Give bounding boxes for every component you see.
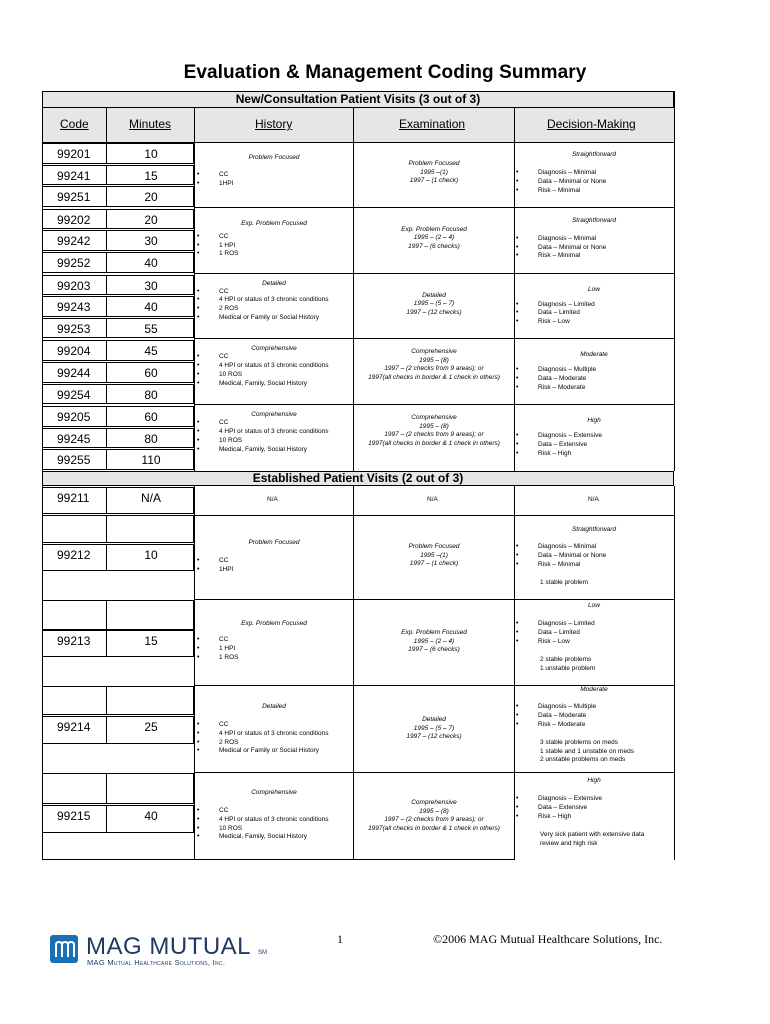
bullet-item: • CC [197,288,328,297]
code-value: 99204 [57,344,91,359]
mdm-items [516,235,606,261]
minutes-value: 45 [144,344,158,359]
logo-wordmark: MAG MUTUAL [86,933,252,960]
code-value: 99253 [57,321,91,336]
grid-line [106,107,107,142]
minutes-value: 10 [144,147,158,161]
bullet-item: • 4 HPI or status of 3 chronic conditions [197,816,328,825]
grid-line [194,486,195,860]
code-value: 99254 [57,387,91,402]
code-cell [42,805,194,833]
bullet-item: • Data – Extensive [516,441,602,450]
section-new-patient: New/Consultation Patient Visits (3 out of 3) [42,91,674,108]
grid-line [194,772,674,773]
grid-line [674,91,675,471]
bullet-item: • Medical, Family, Social History [197,833,328,842]
mdm-level: Moderate [580,351,608,359]
minutes-value: 40 [144,809,158,823]
history-items [197,353,328,388]
code-value: 99241 [57,168,91,183]
bullet-item: • 4 HPI or status of 3 chronic conditions [197,296,328,305]
code-cell [42,143,194,164]
grid-line [194,599,674,600]
logo-subtitle: MAG Mutual Healthcare Solutions, Inc. [87,958,226,967]
group-divider [194,404,674,405]
mdm-notes: Very sick patient with extensive data review and high risk [540,831,645,847]
code-cell [42,362,194,383]
page-title: Evaluation & Management Coding Summary [183,62,587,83]
mdm-items [516,169,606,195]
bullet-item: • Diagnosis – Minimal [516,169,606,178]
grid-line [194,515,674,516]
code-cell [42,384,194,405]
bullet-item: • 4 HPI or status of 3 chronic conditions [197,428,328,437]
bullet-item: • 10 ROS [197,437,328,446]
mdm-items [516,703,596,729]
bullet-item: • Risk – Minimal [516,187,606,196]
mdm-level: Straightforward [571,151,617,158]
column-header-row [42,107,674,142]
mdm-level: High [587,777,601,784]
exam-level: Comprehensive 1995 – (8) 1997 – (2 checks from 9 areas); or 1997(all checks in border & 1 check in others) [368,799,500,832]
mdm-items [516,543,606,569]
bullet-item: • CC [197,353,328,362]
minutes-value: 60 [144,366,158,380]
history-level: Problem Focused [248,154,300,161]
mdm-level: Straightforward [571,526,617,533]
copyright: ©2006 MAG Mutual Healthcare Solutions, Inc. [433,932,663,946]
history-level: Detailed [262,703,286,710]
mdm-level: Straightforward [571,216,617,224]
code-value: 99202 [57,212,91,227]
bullet-item: • Data – Minimal or None [516,552,606,561]
code-cell [42,296,194,317]
minutes-value: 15 [144,168,158,183]
code-cell [42,165,194,186]
exam-level: Problem Focused 1995 –(1) 1997 – (1 check) [408,543,460,567]
mag-mutual-logo [50,933,267,969]
code-value: 99211 [57,491,90,505]
bullet-item: • Data – Moderate [516,375,596,384]
minutes-value: 25 [144,720,158,734]
mdm-level: High [587,417,601,425]
grid-line [42,107,674,108]
code-value: 99255 [57,453,91,468]
exam-level: Exp. Problem Focused 1995 – (2 – 4) 1997 – (6 checks) [401,225,467,250]
mdm-items [516,432,602,458]
exam-level: Problem Focused 1995 –(1) 1997 – (1 check) [408,160,460,184]
mdm-notes: 1 stable problem [540,579,589,586]
bullet-item: • Diagnosis – Minimal [516,235,606,244]
header-decision-making: Decision-Making [547,117,636,131]
mdm-notes: 3 stable problems on meds 1 stable and 1 unstable on meds 2 unstable problems on meds [540,739,634,764]
code-cell [42,406,194,427]
history-items [197,636,239,662]
history-level: Comprehensive [251,411,297,419]
history-level: Problem Focused [248,539,300,546]
code-divider [106,601,107,629]
mdm-items [516,795,602,821]
history-level: Comprehensive [251,789,297,796]
history-na: N/A [267,496,278,503]
code-cell [42,275,194,296]
minutes-value: 20 [144,190,158,205]
bullet-item: • CC [197,636,239,645]
minutes-value: 40 [144,300,158,315]
blank-code-cell [42,773,194,804]
history-items [197,171,233,189]
minutes-value: 60 [144,410,158,425]
mdm-items [516,301,595,327]
code-value: 99251 [57,190,91,205]
minutes-value: N/A [140,491,161,505]
bullet-item: • Data – Minimal or None [516,178,606,187]
minutes-value: 30 [144,278,158,293]
code-value: 99244 [57,366,91,380]
mdm-notes: 2 stable problems 1 unstable problem [540,656,596,672]
history-level: Detailed [262,279,286,287]
bullet-item: • 2 ROS [197,305,328,314]
blank-code-cell [42,686,194,715]
group-divider [194,338,674,339]
page-number: 1 [337,932,343,946]
history-items [197,233,239,259]
code-value: 99201 [57,147,91,161]
bullet-item: • Risk – Moderate [516,721,596,730]
logo-sm: SM [258,950,267,956]
header-code: Code [60,117,89,131]
history-level: Comprehensive [251,345,297,353]
header-examination: Examination [399,117,466,131]
code-cell [42,428,194,449]
exam-level: Exp. Problem Focused 1995 – (2 – 4) 1997 – (6 checks) [401,629,467,653]
section-established-patient: Established Patient Visits (2 out of 3) [42,471,674,486]
code-value: 99214 [57,720,91,734]
bullet-item: • Risk – High [516,813,602,822]
history-level: Exp. Problem Focused [241,620,307,627]
bullet-item: • Data – Minimal or None [516,244,606,253]
bullet-item: • Diagnosis – Minimal [516,543,606,552]
exam-level: Comprehensive 1995 – (8) 1997 – (2 checks from 9 areas); or 1997(all checks in border & 1 check in others) [368,414,500,447]
group-divider [194,273,674,274]
bullet-item: • Diagnosis – Extensive [516,432,602,441]
bullet-item: • Data – Extensive [516,804,602,813]
code-cell [42,630,194,657]
minutes-value: 20 [144,212,158,227]
history-items [197,807,328,842]
code-divider [106,774,107,803]
bullet-item: • 2 ROS [197,739,328,748]
blank-code-cell [42,600,194,630]
bullet-item: • CC [197,419,328,428]
bullet-item: • Risk – Minimal [516,561,606,570]
code-value: 99245 [57,431,91,446]
grid-line [514,486,515,860]
code-value: 99203 [57,278,91,293]
bullet-item: • 1HPI [197,566,233,575]
bullet-item: • Diagnosis – Multiple [516,366,596,375]
code-cell [42,544,194,571]
mdm-items [516,620,595,646]
code-cell [42,318,194,339]
group-divider [194,207,674,208]
bullet-item: • Diagnosis – Limited [516,620,595,629]
bullet-item: • Data – Limited [516,629,595,638]
mag-mutual-logo-mark [50,934,80,964]
code-cell [42,716,194,744]
code-divider [106,516,107,542]
minutes-value: 110 [141,453,161,468]
history-items [197,419,328,454]
minutes-value: 80 [144,387,158,402]
code-cell [42,449,194,470]
bullet-item: • Medical or Family or Social History [197,314,328,323]
bullet-item: • 1 ROS [197,250,239,259]
minutes-value: 40 [144,256,158,270]
grid-line [42,859,514,860]
exam-level: Comprehensive 1995 – (8) 1997 – (2 checks from 9 areas); or 1997(all checks in border & 1 check in others) [368,348,500,381]
header-history: History [255,117,293,131]
bullet-item: • 10 ROS [197,371,328,380]
bullet-item: • 4 HPI or status of 3 chronic conditions [197,362,328,371]
bullet-item: • Data – Limited [516,309,595,318]
code-cell [42,230,194,251]
blank-code-cell [42,515,194,543]
bullet-item: • CC [197,807,328,816]
code-cell [42,340,194,361]
bullet-item: • Data – Moderate [516,712,596,721]
minutes-value: 30 [144,234,158,249]
code-cell [42,252,194,273]
code-cell [42,186,194,207]
bullet-item: • Risk – Low [516,638,595,647]
bullet-item: • CC [197,721,328,730]
history-level: Exp. Problem Focused [241,219,307,227]
history-items [197,557,233,575]
bullet-item: • Medical, Family, Social History [197,446,328,455]
bullet-item: • Risk – High [516,450,602,459]
mdm-level: Low [588,602,600,609]
bullet-item: • 1 ROS [197,654,239,663]
mdm-level: Moderate [580,686,608,693]
bullet-item: • 1 HPI [197,645,239,654]
bullet-item: • Diagnosis – Extensive [516,795,602,804]
bullet-item: • Medical or Family or Social History [197,747,328,756]
bullet-item: • Risk – Moderate [516,384,596,393]
header-minutes: Minutes [129,117,172,131]
bullet-item: • Risk – Low [516,318,595,327]
exam-level: Detailed 1995 – (5 – 7) 1997 – (12 checks) [406,716,462,740]
code-value: 99205 [57,410,91,425]
code-value: 99242 [57,234,91,249]
bullet-item: • 4 HPI or status of 3 chronic conditions [197,730,328,739]
bullet-item: • CC [197,171,233,180]
history-items [197,288,328,323]
bullet-item: • 1HPI [197,180,233,189]
code-cell [42,487,194,514]
minutes-value: 80 [144,431,158,446]
bullet-item: • Medical, Family, Social History [197,380,328,389]
bullet-item: • Diagnosis – Multiple [516,703,596,712]
bullet-item: • 1 HPI [197,242,239,251]
code-value: 99252 [57,256,91,270]
history-items [197,721,328,756]
bullet-item: • CC [197,557,233,566]
minutes-value: 15 [144,634,158,648]
exam-level: Detailed 1995 – (5 – 7) 1997 – (12 checks) [406,291,462,316]
mdm-level: Low [588,285,600,293]
bullet-item: • Diagnosis – Limited [516,301,595,310]
code-value: 99212 [57,548,91,562]
code-value: 99213 [57,634,91,648]
minutes-value: 55 [144,321,158,336]
exam-na: N/A [427,496,438,503]
code-value: 99215 [57,809,91,823]
code-cell [42,209,194,230]
bullet-item: • Risk – Minimal [516,252,606,261]
bullet-item: • 10 ROS [197,825,328,834]
grid-line [674,486,675,860]
bullet-item: • CC [197,233,239,242]
mdm-items [516,366,596,392]
code-value: 99243 [57,300,91,315]
minutes-value: 10 [144,548,158,562]
mdm-na: N/A [588,496,599,503]
code-divider [106,687,107,714]
